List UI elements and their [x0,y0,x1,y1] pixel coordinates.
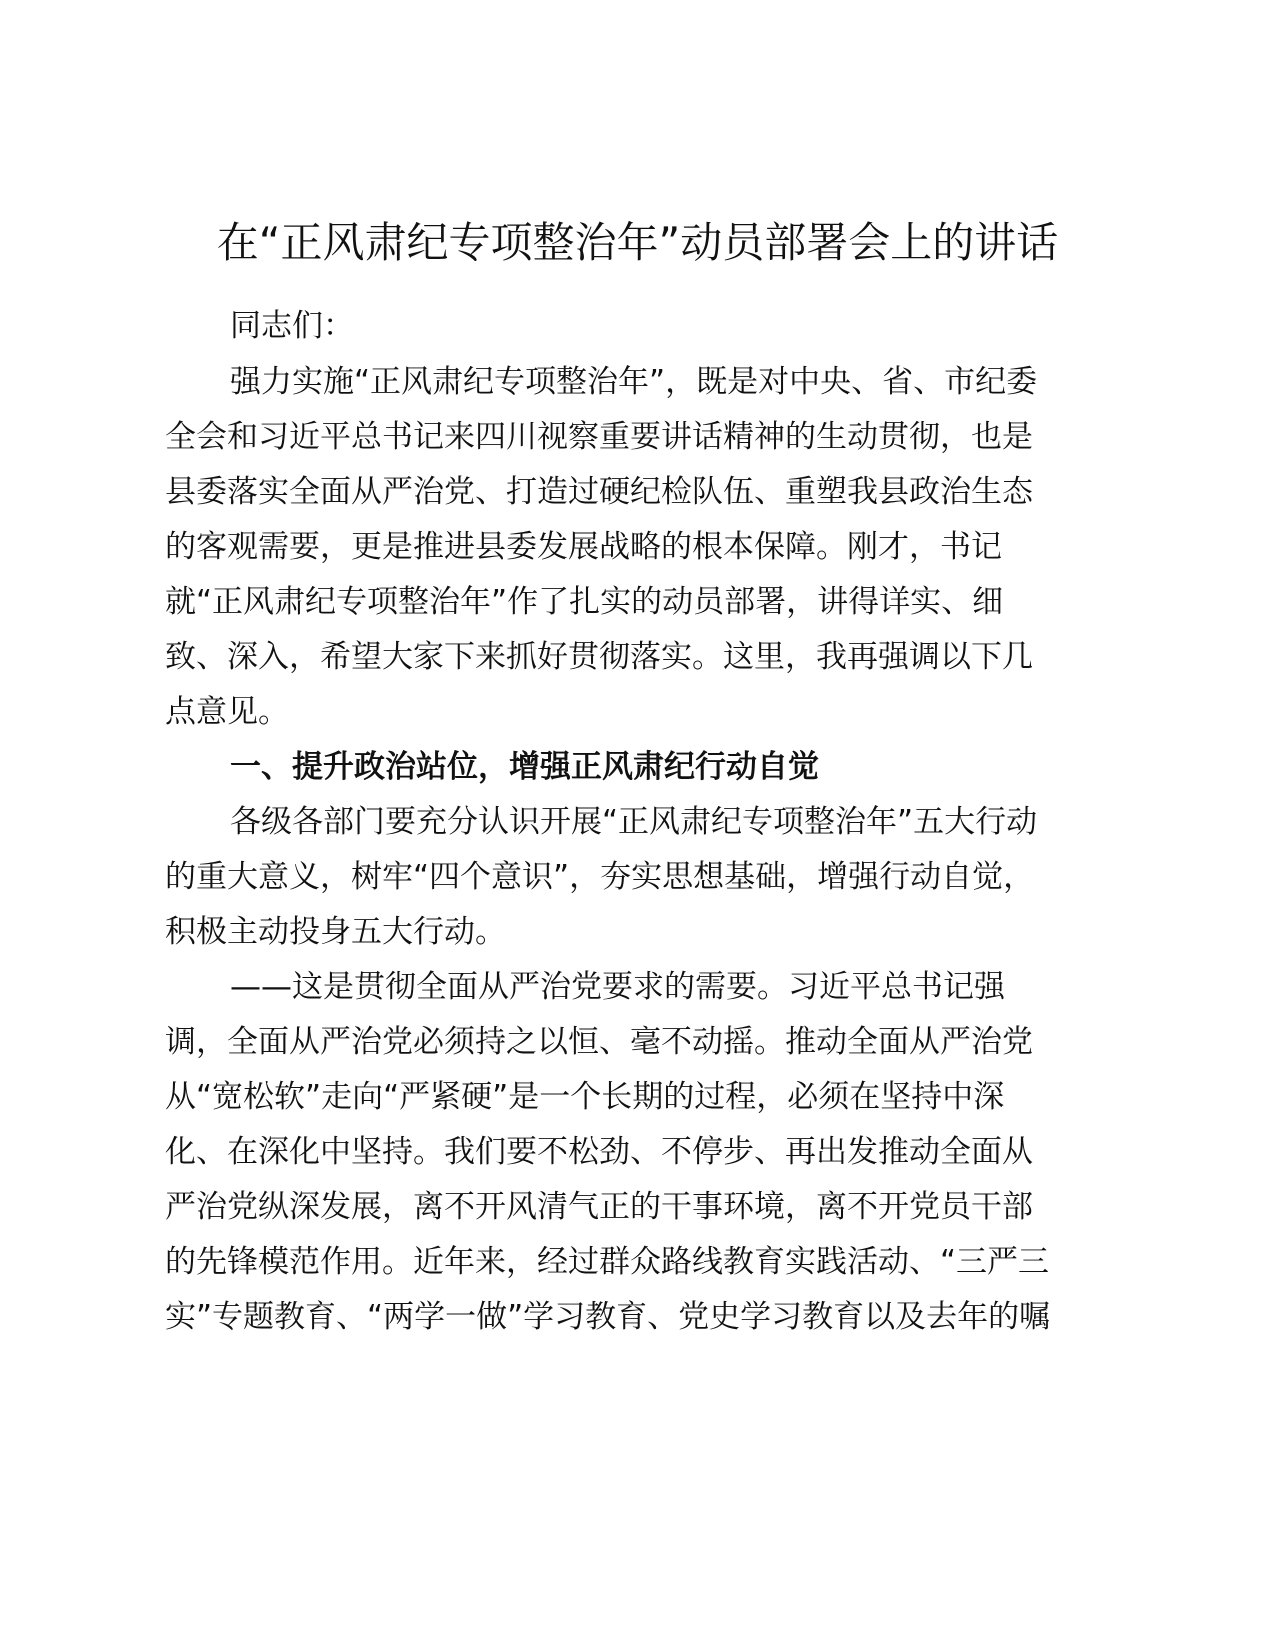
paragraph-3-line-2: 调，全面从严治党必须持之以恒、毫不动摇。推动全面从严治党 [165,1024,1033,1060]
paragraph-3-line-7: 实”专题教育、“两学一做”学习教育、党史学习教育以及去年的嘱 [165,1299,1051,1335]
paragraph-3-line-3: 从“宽松软”走向“严紧硬”是一个长期的过程，必须在坚持中深 [165,1079,1005,1115]
paragraph-2-line-1: 各级各部门要充分认识开展“正风肃纪专项整治年”五大行动 [230,804,1038,840]
paragraph-1-line-2: 全会和习近平总书记来四川视察重要讲话精神的生动贯彻，也是 [165,419,1033,455]
paragraph-1-line-1: 强力实施“正风肃纪专项整治年”，既是对中央、省、市纪委 [230,364,1038,400]
document-title: 在“正风肃纪专项整治年”动员部署会上的讲话 [216,218,1059,267]
paragraph-3-line-4: 化、在深化中坚持。我们要不松劲、不停步、再出发推动全面从 [165,1134,1033,1170]
section-heading-1: 一、提升政治站位，增强正风肃纪行动自觉 [230,749,819,785]
paragraph-2-line-2: 的重大意义，树牢“四个意识”，夯实思想基础，增强行动自觉， [165,859,1035,895]
paragraph-3-line-6: 的先锋模范作用。近年来，经过群众路线教育实践活动、“三严三 [165,1244,1050,1280]
paragraph-1-line-4: 的客观需要，更是推进县委发展战略的根本保障。刚才，书记 [165,529,1002,565]
paragraph-2-line-3: 积极主动投身五大行动。 [165,914,506,950]
paragraph-1-line-3: 县委落实全面从严治党、打造过硬纪检队伍、重塑我县政治生态 [165,474,1033,510]
paragraph-1-line-7: 点意见。 [165,694,289,730]
paragraph-1-line-5: 就“正风肃纪专项整治年”作了扎实的动员部署，讲得详实、细 [165,584,1004,620]
paragraph-3-line-1: ——这是贯彻全面从严治党要求的需要。习近平总书记强 [230,969,1005,1005]
paragraph-1-line-6: 致、深入，希望大家下来抓好贯彻落实。这里，我再强调以下几 [165,639,1033,675]
paragraph-3-line-5: 严治党纵深发展，离不开风清气正的干事环境，离不开党员干部 [165,1189,1033,1225]
salutation: 同志们： [230,308,354,344]
